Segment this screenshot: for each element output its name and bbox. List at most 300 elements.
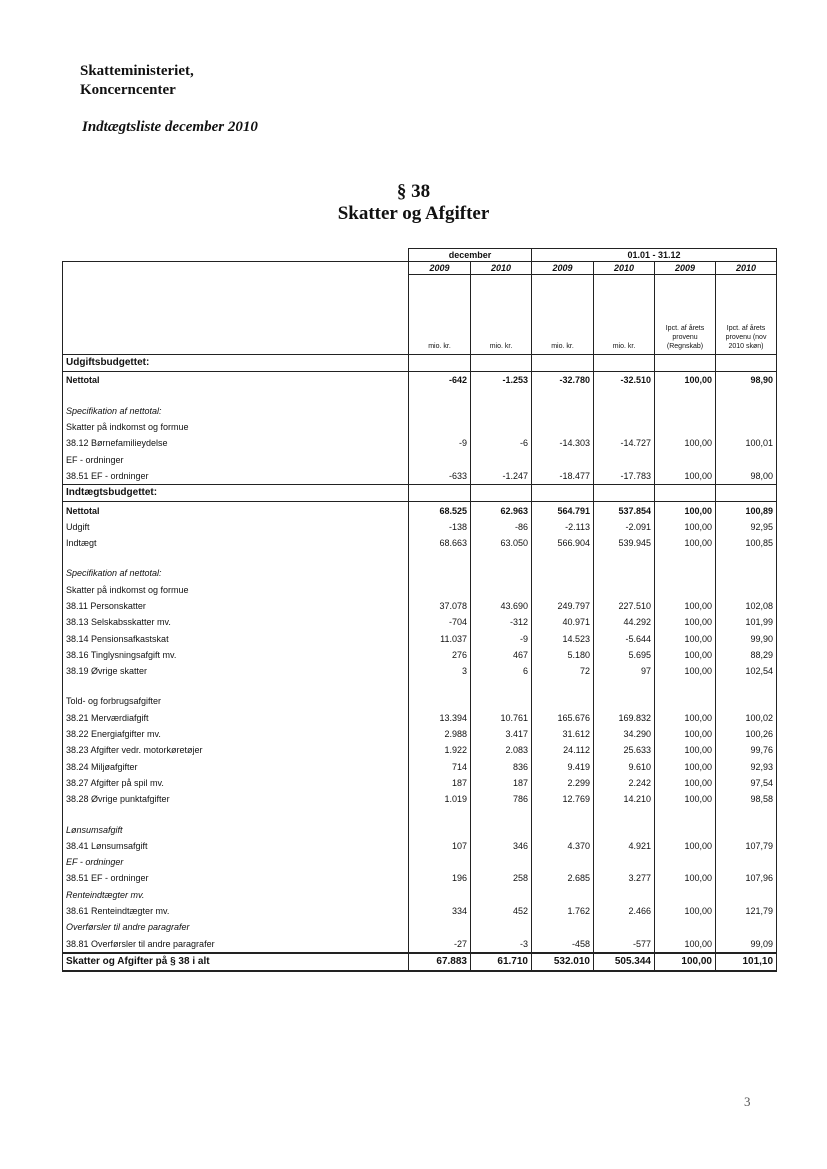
cell-value: 537.854 — [594, 502, 655, 519]
empty-cell — [655, 821, 716, 837]
empty-cell — [594, 854, 655, 870]
empty-cell — [716, 887, 777, 903]
cell-value: -138 — [409, 519, 471, 535]
table-row — [63, 887, 777, 903]
table-row — [63, 403, 777, 419]
empty-cell — [655, 887, 716, 903]
cell-value: 1.922 — [409, 742, 471, 758]
cell-value: 2.988 — [409, 726, 471, 742]
row-label: Specifikation af nettotal: — [63, 565, 409, 581]
row-label: Specifikation af nettotal: — [63, 403, 409, 419]
empty-cell — [532, 419, 594, 435]
cell-value: 98,58 — [716, 791, 777, 807]
cell-value: -9 — [471, 630, 532, 646]
cell-value: 63.050 — [471, 535, 532, 551]
empty-cell — [716, 485, 777, 502]
cell-value: 100,00 — [655, 372, 716, 389]
cell-value: 10.761 — [471, 710, 532, 726]
row-label: 38.12 Børnefamilieydelse — [63, 435, 409, 451]
empty-cell — [409, 693, 471, 709]
empty-cell — [594, 551, 655, 565]
cell-value: 258 — [471, 870, 532, 886]
cell-value: 100,00 — [655, 663, 716, 679]
empty-cell — [409, 679, 471, 693]
empty-cell — [655, 582, 716, 598]
empty-cell — [409, 821, 471, 837]
table-row — [63, 775, 777, 791]
empty-cell — [594, 582, 655, 598]
cell-value: 100,00 — [655, 519, 716, 535]
empty-cell — [655, 551, 716, 565]
table-body — [63, 355, 777, 972]
empty-cell — [471, 582, 532, 598]
empty-cell — [471, 693, 532, 709]
year-header: 2010 — [594, 262, 655, 275]
table-row — [63, 535, 777, 551]
empty-cell — [471, 919, 532, 935]
cell-value: 836 — [471, 759, 532, 775]
cell-value: -6 — [471, 435, 532, 451]
cell-value: 100,89 — [716, 502, 777, 519]
empty-cell — [471, 807, 532, 821]
cell-value: 100,02 — [716, 710, 777, 726]
year-header-row — [63, 262, 777, 275]
cell-value: 2.242 — [594, 775, 655, 791]
table-row — [63, 903, 777, 919]
cell-value: 100,85 — [716, 535, 777, 551]
empty-cell — [471, 565, 532, 581]
cell-value: 12.769 — [532, 791, 594, 807]
cell-value: 99,90 — [716, 630, 777, 646]
table-row — [63, 598, 777, 614]
cell-value: 100,00 — [655, 710, 716, 726]
table-row — [63, 870, 777, 886]
row-label: Told- og forbrugsafgifter — [63, 693, 409, 709]
empty-cell — [532, 355, 594, 372]
table-row — [63, 551, 777, 565]
cell-value: 100,00 — [655, 647, 716, 663]
cell-value: 4.370 — [532, 838, 594, 854]
cell-value: -2.091 — [594, 519, 655, 535]
cell-value: 249.797 — [532, 598, 594, 614]
cell-value: 5.180 — [532, 647, 594, 663]
row-label: Udgift — [63, 519, 409, 535]
row-label: EF - ordninger — [63, 854, 409, 870]
cell-value: -458 — [532, 936, 594, 953]
row-label: 38.22 Energiafgifter mv. — [63, 726, 409, 742]
empty-cell — [532, 887, 594, 903]
cell-value: 714 — [409, 759, 471, 775]
cell-value: -32.780 — [532, 372, 594, 389]
cell-value: 121,79 — [716, 903, 777, 919]
cell-value: 44.292 — [594, 614, 655, 630]
cell-value: 37.078 — [409, 598, 471, 614]
row-label: EF - ordninger — [63, 451, 409, 467]
cell-value: 98,90 — [716, 372, 777, 389]
cell-value: 5.695 — [594, 647, 655, 663]
cell-value: -2.113 — [532, 519, 594, 535]
table-row — [63, 791, 777, 807]
empty-cell — [409, 451, 471, 467]
row-label: Skatter på indkomst og formue — [63, 419, 409, 435]
cell-value: -17.783 — [594, 468, 655, 485]
cell-value: -27 — [409, 936, 471, 953]
empty-cell — [409, 403, 471, 419]
row-label: 38.51 EF - ordninger — [63, 468, 409, 485]
cell-value: 165.676 — [532, 710, 594, 726]
table-row — [63, 502, 777, 519]
cell-value: 98,00 — [716, 468, 777, 485]
cell-value: 100,00 — [655, 791, 716, 807]
cell-value: -14.303 — [532, 435, 594, 451]
year-header: 2010 — [716, 262, 777, 275]
empty-cell — [409, 807, 471, 821]
empty-cell — [594, 355, 655, 372]
row-label: 38.11 Personskatter — [63, 598, 409, 614]
row-label: Indtægtsbudgettet: — [63, 485, 409, 502]
cell-value: -312 — [471, 614, 532, 630]
table-row — [63, 565, 777, 581]
cell-value: 346 — [471, 838, 532, 854]
cell-value: 100,00 — [655, 435, 716, 451]
cell-value: 100,00 — [655, 936, 716, 953]
cell-value: 564.791 — [532, 502, 594, 519]
cell-value: 88,29 — [716, 647, 777, 663]
row-label: Skatter på indkomst og formue — [63, 582, 409, 598]
cell-value: 2.083 — [471, 742, 532, 758]
empty-cell — [471, 551, 532, 565]
cell-value: 3.277 — [594, 870, 655, 886]
empty-cell — [594, 389, 655, 403]
table-row — [63, 710, 777, 726]
cell-value: 169.832 — [594, 710, 655, 726]
empty-cell — [655, 451, 716, 467]
cell-value: 505.344 — [594, 953, 655, 971]
table-row — [63, 630, 777, 646]
table-row — [63, 679, 777, 693]
cell-value: 1.019 — [409, 791, 471, 807]
cell-value: 100,00 — [655, 775, 716, 791]
cell-value: 100,00 — [655, 870, 716, 886]
row-label: 38.27 Afgifter på spil mv. — [63, 775, 409, 791]
section-number: § 38 — [396, 181, 431, 202]
empty-cell — [409, 919, 471, 935]
cell-value: 467 — [471, 647, 532, 663]
empty-cell — [594, 807, 655, 821]
empty-cell — [594, 821, 655, 837]
cell-value: 11.037 — [409, 630, 471, 646]
cell-value: 227.510 — [594, 598, 655, 614]
empty-cell — [409, 485, 471, 502]
cell-value: 9.419 — [532, 759, 594, 775]
row-label — [63, 551, 409, 565]
cell-value: 92,95 — [716, 519, 777, 535]
cell-value: 4.921 — [594, 838, 655, 854]
empty-cell — [716, 807, 777, 821]
empty-cell — [471, 355, 532, 372]
empty-cell — [655, 807, 716, 821]
empty-cell — [471, 854, 532, 870]
cell-value: 61.710 — [471, 953, 532, 971]
empty-cell — [532, 582, 594, 598]
cell-value: 532.010 — [532, 953, 594, 971]
empty-cell — [471, 887, 532, 903]
empty-cell — [532, 451, 594, 467]
table-row — [63, 389, 777, 403]
cell-value: 68.525 — [409, 502, 471, 519]
row-label: 38.61 Renteindtægter mv. — [63, 903, 409, 919]
cell-value: 276 — [409, 647, 471, 663]
empty-cell — [409, 582, 471, 598]
cell-value: -14.727 — [594, 435, 655, 451]
row-label: 38.19 Øvrige skatter — [63, 663, 409, 679]
empty-cell — [471, 679, 532, 693]
empty-cell — [716, 551, 777, 565]
cell-value: 100,00 — [655, 903, 716, 919]
cell-value: 100,00 — [655, 759, 716, 775]
year-header: 2009 — [655, 262, 716, 275]
empty-cell — [655, 565, 716, 581]
section-header-row — [63, 485, 777, 502]
table-row — [63, 468, 777, 485]
cell-value: 539.945 — [594, 535, 655, 551]
empty-cell — [409, 854, 471, 870]
cell-value: 72 — [532, 663, 594, 679]
cell-value: 196 — [409, 870, 471, 886]
cell-value: 34.290 — [594, 726, 655, 742]
table-row — [63, 726, 777, 742]
empty-cell — [471, 821, 532, 837]
table-row — [63, 419, 777, 435]
cell-value: 566.904 — [532, 535, 594, 551]
row-label: 38.81 Overførsler til andre paragrafer — [63, 936, 409, 953]
cell-value: 101,99 — [716, 614, 777, 630]
row-label: 38.41 Lønsumsafgift — [63, 838, 409, 854]
cell-value: 100,00 — [655, 535, 716, 551]
empty-cell — [655, 403, 716, 419]
empty-cell — [409, 565, 471, 581]
table-row — [63, 372, 777, 389]
empty-cell — [532, 919, 594, 935]
empty-cell — [594, 565, 655, 581]
cell-value: 100,00 — [655, 598, 716, 614]
row-label — [63, 807, 409, 821]
cell-value: 101,10 — [716, 953, 777, 971]
cell-value: 14.210 — [594, 791, 655, 807]
empty-cell — [716, 679, 777, 693]
table-row — [63, 854, 777, 870]
cell-value: 100,00 — [655, 468, 716, 485]
empty-cell — [655, 419, 716, 435]
table-row — [63, 838, 777, 854]
empty-cell — [532, 807, 594, 821]
cell-value: 92,93 — [716, 759, 777, 775]
empty-cell — [716, 403, 777, 419]
row-label: Nettotal — [63, 502, 409, 519]
total-row — [63, 953, 777, 971]
table-row — [63, 614, 777, 630]
table-row — [63, 821, 777, 837]
empty-cell — [716, 389, 777, 403]
cell-value: 102,54 — [716, 663, 777, 679]
cell-value: 3 — [409, 663, 471, 679]
table-row — [63, 435, 777, 451]
row-label: 38.28 Øvrige punktafgifter — [63, 791, 409, 807]
row-label — [63, 389, 409, 403]
empty-cell — [532, 821, 594, 837]
document-subtitle: Indtægtsliste december 2010 — [82, 119, 258, 135]
table-row — [63, 451, 777, 467]
cell-value: 100,00 — [655, 742, 716, 758]
empty-cell — [716, 565, 777, 581]
cell-value: -633 — [409, 468, 471, 485]
cell-value: 107 — [409, 838, 471, 854]
cell-value: 100,00 — [655, 502, 716, 519]
cell-value: 6 — [471, 663, 532, 679]
cell-value: 102,08 — [716, 598, 777, 614]
cell-value: -577 — [594, 936, 655, 953]
table-row — [63, 693, 777, 709]
unit-header: mio. kr. — [471, 275, 532, 355]
empty-cell — [594, 419, 655, 435]
year-header: 2009 — [409, 262, 471, 275]
table-row — [63, 519, 777, 535]
table-row — [63, 807, 777, 821]
cell-value: 786 — [471, 791, 532, 807]
group-header-row — [63, 249, 777, 262]
section-title: Skatter og Afgifter — [337, 203, 490, 224]
cell-value: -3 — [471, 936, 532, 953]
empty-cell — [409, 419, 471, 435]
table-row — [63, 663, 777, 679]
empty-cell — [655, 485, 716, 502]
cell-value: 40.971 — [532, 614, 594, 630]
empty-cell — [532, 854, 594, 870]
cell-value: 100,00 — [655, 630, 716, 646]
cell-value: 100,01 — [716, 435, 777, 451]
empty-cell — [594, 679, 655, 693]
cell-value: 99,09 — [716, 936, 777, 953]
cell-value: 107,79 — [716, 838, 777, 854]
empty-cell — [716, 451, 777, 467]
cell-value: 24.112 — [532, 742, 594, 758]
unit-header: mio. kr. — [409, 275, 471, 355]
row-label: Lønsumsafgift — [63, 821, 409, 837]
empty-cell — [532, 551, 594, 565]
empty-cell — [594, 919, 655, 935]
empty-cell — [532, 679, 594, 693]
cell-value: 2.685 — [532, 870, 594, 886]
empty-cell — [716, 419, 777, 435]
cell-value: 62.963 — [471, 502, 532, 519]
cell-value: 2.299 — [532, 775, 594, 791]
row-label: Nettotal — [63, 372, 409, 389]
row-label: 38.23 Afgifter vedr. motorkøretøjer — [63, 742, 409, 758]
cell-value: 97 — [594, 663, 655, 679]
cell-value: 9.610 — [594, 759, 655, 775]
cell-value: 97,54 — [716, 775, 777, 791]
ministry-line-2: Koncerncenter — [80, 82, 176, 98]
empty-cell — [594, 693, 655, 709]
cell-value: -9 — [409, 435, 471, 451]
cell-value: 100,00 — [655, 953, 716, 971]
table-row — [63, 742, 777, 758]
row-label: 38.51 EF - ordninger — [63, 870, 409, 886]
cell-value: 100,26 — [716, 726, 777, 742]
empty-cell — [471, 389, 532, 403]
cell-value: 187 — [409, 775, 471, 791]
cell-value: 100,00 — [655, 726, 716, 742]
ministry-name — [80, 62, 194, 100]
row-label: 38.14 Pensionsafkastskat — [63, 630, 409, 646]
cell-value: 452 — [471, 903, 532, 919]
unit-header: Ipct. af årets provenu (nov 2010 skøn) — [716, 275, 777, 355]
table-row — [63, 582, 777, 598]
empty-cell — [655, 919, 716, 935]
empty-cell — [532, 389, 594, 403]
section-header-row — [63, 355, 777, 372]
row-label: 38.21 Merværdiafgift — [63, 710, 409, 726]
cell-value: 13.394 — [409, 710, 471, 726]
cell-value: -5.644 — [594, 630, 655, 646]
empty-cell — [716, 355, 777, 372]
empty-cell — [655, 679, 716, 693]
empty-cell — [594, 887, 655, 903]
cell-value: 3.417 — [471, 726, 532, 742]
cell-value: 31.612 — [532, 726, 594, 742]
row-label: 38.16 Tinglysningsafgift mv. — [63, 647, 409, 663]
group-period: 01.01 - 31.12 — [532, 249, 777, 262]
empty-cell — [409, 887, 471, 903]
row-label: Overførsler til andre paragrafer — [63, 919, 409, 935]
cell-value: -1.247 — [471, 468, 532, 485]
empty-cell — [716, 693, 777, 709]
row-label: 38.24 Miljøafgifter — [63, 759, 409, 775]
empty-cell — [594, 451, 655, 467]
empty-cell — [532, 485, 594, 502]
empty-cell — [532, 403, 594, 419]
empty-cell — [716, 854, 777, 870]
cell-value: 25.633 — [594, 742, 655, 758]
cell-value: 43.690 — [471, 598, 532, 614]
empty-cell — [532, 565, 594, 581]
table-row — [63, 919, 777, 935]
cell-value: 68.663 — [409, 535, 471, 551]
empty-cell — [655, 693, 716, 709]
cell-value: 1.762 — [532, 903, 594, 919]
year-header: 2010 — [471, 262, 532, 275]
row-label: Renteindtægter mv. — [63, 887, 409, 903]
empty-cell — [594, 403, 655, 419]
empty-cell — [532, 693, 594, 709]
empty-cell — [471, 419, 532, 435]
row-label: Udgiftsbudgettet: — [63, 355, 409, 372]
cell-value: 107,96 — [716, 870, 777, 886]
empty-cell — [594, 485, 655, 502]
cell-value: 100,00 — [655, 614, 716, 630]
empty-cell — [655, 355, 716, 372]
cell-value: -18.477 — [532, 468, 594, 485]
row-label: 38.13 Selskabsskatter mv. — [63, 614, 409, 630]
cell-value: -32.510 — [594, 372, 655, 389]
cell-value: 67.883 — [409, 953, 471, 971]
row-label: Indtægt — [63, 535, 409, 551]
table-row — [63, 759, 777, 775]
empty-cell — [471, 451, 532, 467]
empty-cell — [716, 582, 777, 598]
cell-value: -642 — [409, 372, 471, 389]
cell-value: -704 — [409, 614, 471, 630]
